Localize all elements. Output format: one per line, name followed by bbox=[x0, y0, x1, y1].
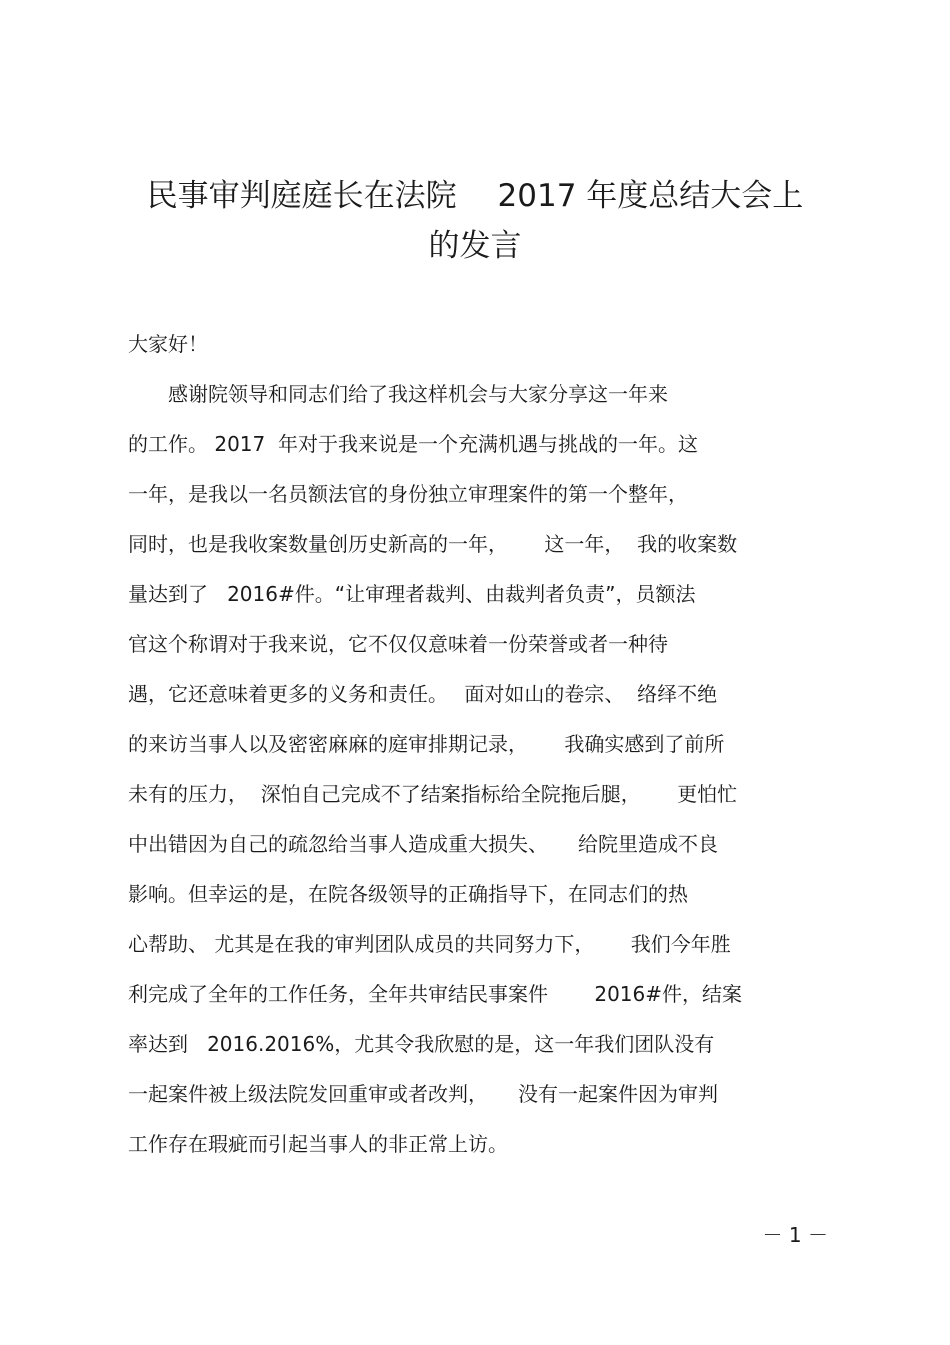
body-line: 率达到 2016.2016%，尤其令我欣慰的是，这一年我们团队没有 bbox=[128, 1032, 715, 1056]
body-line: 利完成了全年的工作任务，全年共审结民事案件 2016#件，结案 bbox=[128, 982, 743, 1006]
body-line: 的工作。 2017 年对于我来说是一个充满机遇与挑战的一年。这 bbox=[128, 432, 698, 456]
body-line: 感谢院领导和同志们给了我这样机会与大家分享这一年来 bbox=[128, 382, 668, 406]
body-line: 官这个称谓对于我来说，它不仅仅意味着一份荣誉或者一种待 bbox=[128, 632, 668, 656]
body-line: 影响。但幸运的是，在院各级领导的正确指导下，在同志们的热 bbox=[128, 882, 688, 906]
body-line: 量达到了 2016#件。“让审理者裁判、由裁判者负责”，员额法 bbox=[128, 582, 696, 606]
document-title-line-2: 的发言 bbox=[428, 228, 522, 264]
body-line: 一起案件被上级法院发回重审或者改判， 没有一起案件因为审判 bbox=[128, 1082, 718, 1106]
body-line: 中出错因为自己的疏忽给当事人造成重大损失、 给院里造成不良 bbox=[128, 832, 718, 856]
body-line: 同时，也是我收案数量创历史新高的一年， 这一年， 我的收案数 bbox=[128, 532, 738, 556]
body-line: 未有的压力， 深怕自己完成不了结案指标给全院拖后腿， 更怕忙 bbox=[128, 782, 738, 806]
body-line: 心帮助、 尤其是在我的审判团队成员的共同努力下， 我们今年胜 bbox=[128, 932, 731, 956]
body-line: 遇，它还意味着更多的义务和责任。 面对如山的卷宗、 络绎不绝 bbox=[128, 682, 718, 706]
body-line: 工作存在瑕疵而引起当事人的非正常上访。 bbox=[128, 1132, 508, 1156]
body-line: 一年，是我以一名员额法官的身份独立审理案件的第一个整年， bbox=[128, 482, 688, 506]
body-line: 的来访当事人以及密密麻麻的庭审排期记录， 我确实感到了前所 bbox=[128, 732, 725, 756]
document-title-line-1: 民事审判庭庭长在法院 2017 年度总结大会上 bbox=[146, 178, 804, 214]
page-number: － 1 － bbox=[762, 1223, 828, 1247]
greeting: 大家好！ bbox=[128, 332, 208, 356]
